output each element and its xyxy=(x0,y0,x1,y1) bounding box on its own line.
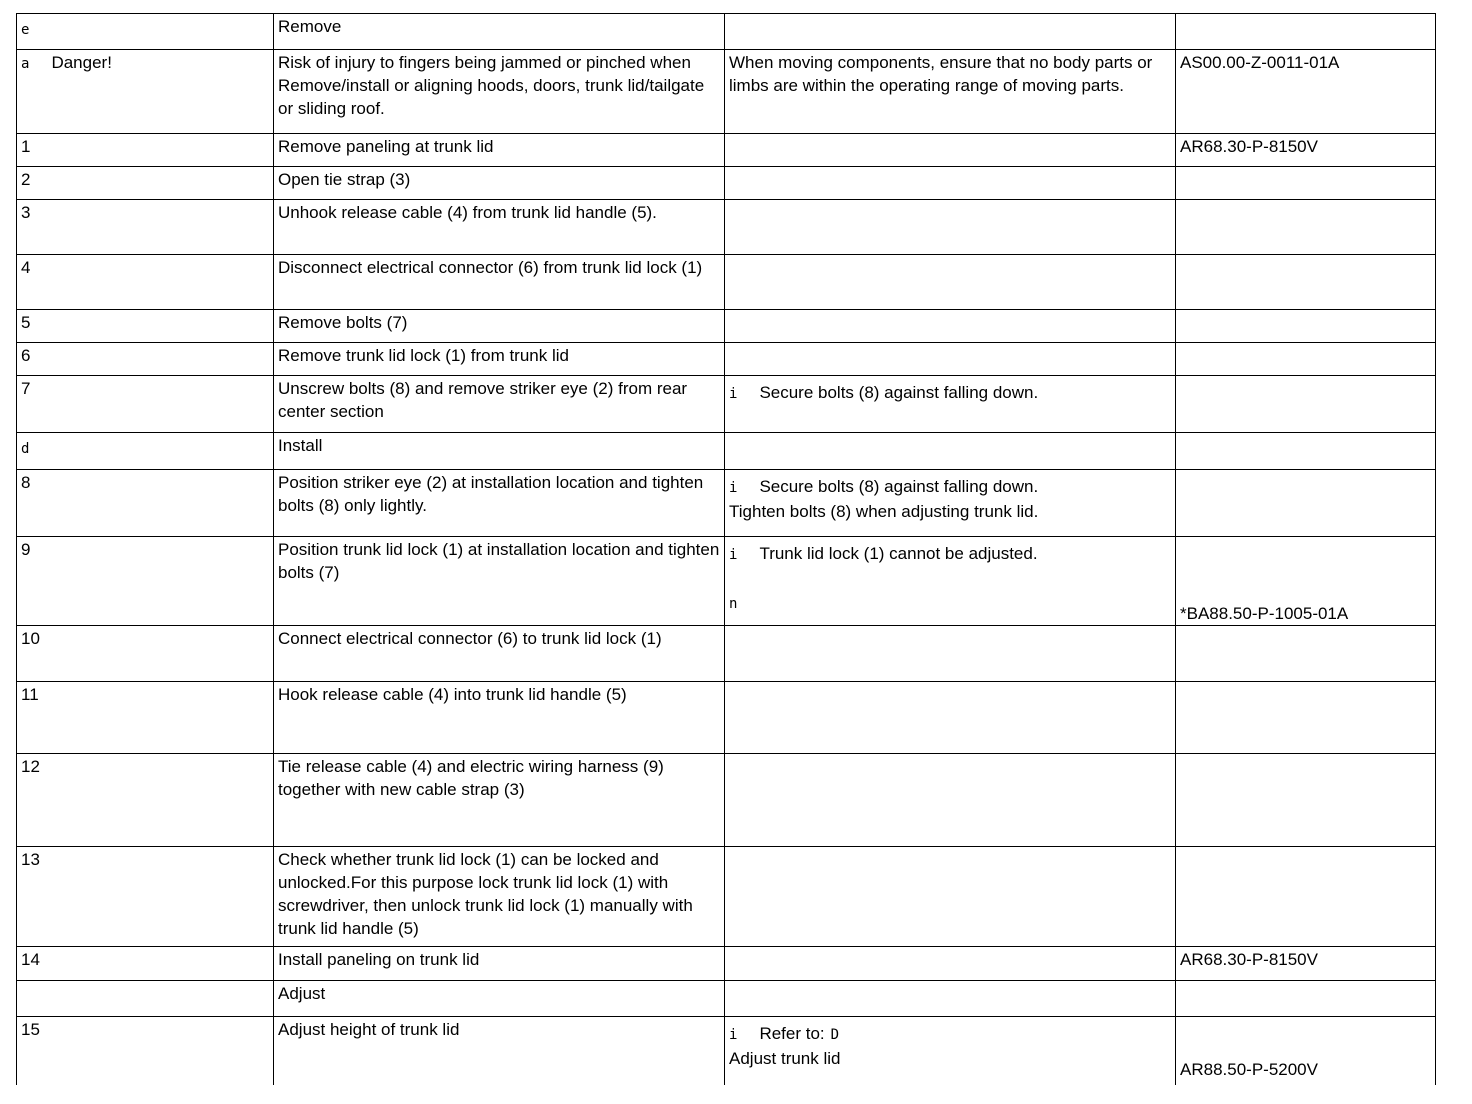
note-line xyxy=(729,475,1172,500)
note2-text: Adjust trunk lid xyxy=(729,1049,841,1068)
reference-cell xyxy=(1176,847,1436,947)
step-label: 11 xyxy=(21,685,39,704)
table-row xyxy=(17,167,1436,200)
step-cell xyxy=(17,376,274,433)
reference-cell xyxy=(1176,433,1436,470)
info-icon: i xyxy=(729,1027,738,1043)
table-body xyxy=(17,14,1436,1085)
action-text: Unhook release cable (4) from trunk lid handle (5). xyxy=(278,203,657,222)
table-row xyxy=(17,255,1436,310)
note-cell xyxy=(725,376,1176,433)
note-cell xyxy=(725,200,1176,255)
step-cell xyxy=(17,682,274,754)
step-cell xyxy=(17,537,274,626)
note-cell xyxy=(725,754,1176,847)
reference-cell xyxy=(1176,50,1436,134)
note-text: Refer to: xyxy=(759,1024,825,1043)
step-cell xyxy=(17,310,274,343)
action-cell xyxy=(274,682,725,754)
step-cell xyxy=(17,134,274,167)
step-label: 4 xyxy=(21,258,31,277)
note-cell xyxy=(725,626,1176,682)
note2-line xyxy=(729,1047,1172,1070)
step-label: 2 xyxy=(21,170,31,189)
note-line xyxy=(729,1022,1172,1047)
step-label: 3 xyxy=(21,203,31,222)
reference-cell xyxy=(1176,470,1436,537)
step-label: 8 xyxy=(21,473,31,492)
action-text: Remove bolts (7) xyxy=(278,313,408,332)
action-text: Position striker eye (2) at installation location and tighten bolts (8) only lightly. xyxy=(278,473,704,515)
step-label: 9 xyxy=(21,540,31,559)
step-cell xyxy=(17,167,274,200)
reference-cell xyxy=(1176,682,1436,754)
note-cell xyxy=(725,50,1176,134)
action-cell xyxy=(274,433,725,470)
step-cell xyxy=(17,470,274,537)
step-label: 7 xyxy=(21,379,31,398)
step-label: 14 xyxy=(21,950,40,969)
reference-cell xyxy=(1176,376,1436,433)
note-cell xyxy=(725,537,1176,626)
reference-cell xyxy=(1176,537,1436,626)
note-cell xyxy=(725,14,1176,50)
table-row xyxy=(17,14,1436,50)
table-row xyxy=(17,433,1436,470)
note-line xyxy=(729,51,1172,97)
step-label: 5 xyxy=(21,313,31,332)
table-row xyxy=(17,754,1436,847)
step-cell xyxy=(17,433,274,470)
action-cell xyxy=(274,376,725,433)
reference-cell xyxy=(1176,626,1436,682)
action-cell xyxy=(274,50,725,134)
action-text: Install xyxy=(278,436,323,455)
table-row xyxy=(17,537,1436,626)
action-cell xyxy=(274,200,725,255)
note-cell xyxy=(725,470,1176,537)
step-cell xyxy=(17,50,274,134)
table-row xyxy=(17,376,1436,433)
table-row xyxy=(17,626,1436,682)
step-symbol: e xyxy=(21,22,30,38)
action-cell xyxy=(274,343,725,376)
step-cell xyxy=(17,255,274,310)
note-text: Trunk lid lock (1) cannot be adjusted. xyxy=(759,544,1038,563)
note-line xyxy=(729,542,1172,567)
note-cell xyxy=(725,981,1176,1017)
note-cell xyxy=(725,682,1176,754)
action-cell xyxy=(274,134,725,167)
note-cell xyxy=(725,433,1176,470)
action-text: Disconnect electrical connector (6) from trunk lid lock (1) xyxy=(278,258,703,277)
action-text: Remove trunk lid lock (1) from trunk lid xyxy=(278,346,569,365)
note2-line xyxy=(729,591,1172,616)
action-text: Tie release cable (4) and electric wiring harness (9) together with new cable strap (3) xyxy=(278,757,664,799)
step-symbol: d xyxy=(21,441,30,457)
step-cell xyxy=(17,754,274,847)
action-cell xyxy=(274,981,725,1017)
action-cell xyxy=(274,470,725,537)
action-text: Position trunk lid lock (1) at installation location and tighten bolts (7) xyxy=(278,540,720,582)
step-label: Danger! xyxy=(51,53,112,72)
reference-code: *BA88.50-P-1005-01A xyxy=(1180,604,1349,623)
step-label: 12 xyxy=(21,757,40,776)
step-cell xyxy=(17,847,274,947)
step-label: 6 xyxy=(21,346,31,365)
note-cell xyxy=(725,134,1176,167)
action-text: Connect electrical connector (6) to trunk lid lock (1) xyxy=(278,629,662,648)
reference-icon: D xyxy=(830,1027,840,1043)
step-cell xyxy=(17,947,274,981)
step-cell xyxy=(17,343,274,376)
step-label: 13 xyxy=(21,850,40,869)
reference-code: AS00.00-Z-0011-01A xyxy=(1180,53,1340,72)
note2-symbol: n xyxy=(729,596,738,612)
table-row xyxy=(17,343,1436,376)
action-text: Remove paneling at trunk lid xyxy=(278,137,494,156)
reference-cell xyxy=(1176,134,1436,167)
table-row xyxy=(17,310,1436,343)
step-label: 15 xyxy=(21,1020,40,1039)
table-row xyxy=(17,470,1436,537)
reference-code: AR68.30-P-8150V xyxy=(1180,137,1318,156)
action-cell xyxy=(274,310,725,343)
reference-code: AR68.30-P-8150V xyxy=(1180,950,1318,969)
reference-cell xyxy=(1176,255,1436,310)
reference-cell xyxy=(1176,167,1436,200)
action-text: Unscrew bolts (8) and remove striker eye (2) from rear center section xyxy=(278,379,688,421)
step-label: 1 xyxy=(21,137,31,156)
reference-cell xyxy=(1176,981,1436,1017)
action-cell xyxy=(274,1017,725,1085)
action-text: Risk of injury to fingers being jammed or pinched when Remove/install or aligning hoods, doors, trunk lid/tailgate or sliding roof. xyxy=(278,53,705,118)
reference-cell xyxy=(1176,947,1436,981)
reference-cell xyxy=(1176,1017,1436,1085)
repair-instructions-table xyxy=(16,13,1436,1085)
reference-cell xyxy=(1176,310,1436,343)
note-cell xyxy=(725,1017,1176,1085)
action-text: Adjust xyxy=(278,984,326,1003)
reference-cell xyxy=(1176,754,1436,847)
action-cell xyxy=(274,537,725,626)
table-row xyxy=(17,50,1436,134)
action-text: Check whether trunk lid lock (1) can be locked and unlocked.For this purpose lock trunk lid lock (1) with screwdriver, then unlock trunk lid lock (1) manually with trunk lid handle (5) xyxy=(278,850,693,938)
table-row xyxy=(17,134,1436,167)
reference-cell xyxy=(1176,343,1436,376)
table-row xyxy=(17,947,1436,981)
action-text: Hook release cable (4) into trunk lid handle (5) xyxy=(278,685,627,704)
note-cell xyxy=(725,343,1176,376)
note-cell xyxy=(725,310,1176,343)
reference-cell xyxy=(1176,200,1436,255)
table-row xyxy=(17,200,1436,255)
table-row xyxy=(17,1017,1436,1085)
info-icon: i xyxy=(729,547,738,563)
note2-line xyxy=(729,500,1172,523)
note-cell xyxy=(725,847,1176,947)
action-cell xyxy=(274,255,725,310)
reference-cell xyxy=(1176,14,1436,50)
step-cell xyxy=(17,626,274,682)
note-text: When moving components, ensure that no body parts or limbs are within the operating range of moving parts. xyxy=(729,53,1153,95)
note-cell xyxy=(725,167,1176,200)
step-cell xyxy=(17,200,274,255)
note2-text: Tighten bolts (8) when adjusting trunk lid. xyxy=(729,502,1039,521)
step-symbol: a xyxy=(21,56,30,72)
action-text: Adjust height of trunk lid xyxy=(278,1020,460,1039)
note-text: Secure bolts (8) against falling down. xyxy=(759,383,1039,402)
reference-code: AR88.50-P-5200V xyxy=(1180,1059,1318,1079)
note-text: Secure bolts (8) against falling down. xyxy=(759,477,1039,496)
table-row xyxy=(17,682,1436,754)
step-label: 10 xyxy=(21,629,40,648)
action-cell xyxy=(274,754,725,847)
info-icon: i xyxy=(729,386,738,402)
action-cell xyxy=(274,167,725,200)
note-cell xyxy=(725,947,1176,981)
action-cell xyxy=(274,14,725,50)
action-cell xyxy=(274,847,725,947)
action-text: Remove xyxy=(278,17,342,36)
step-cell xyxy=(17,1017,274,1085)
action-cell xyxy=(274,626,725,682)
step-cell xyxy=(17,981,274,1017)
note-line xyxy=(729,381,1172,406)
table-row xyxy=(17,981,1436,1017)
table-row xyxy=(17,847,1436,947)
step-cell xyxy=(17,14,274,50)
action-text: Open tie strap (3) xyxy=(278,170,411,189)
action-cell xyxy=(274,947,725,981)
action-text: Install paneling on trunk lid xyxy=(278,950,480,969)
info-icon: i xyxy=(729,480,738,496)
note-cell xyxy=(725,255,1176,310)
